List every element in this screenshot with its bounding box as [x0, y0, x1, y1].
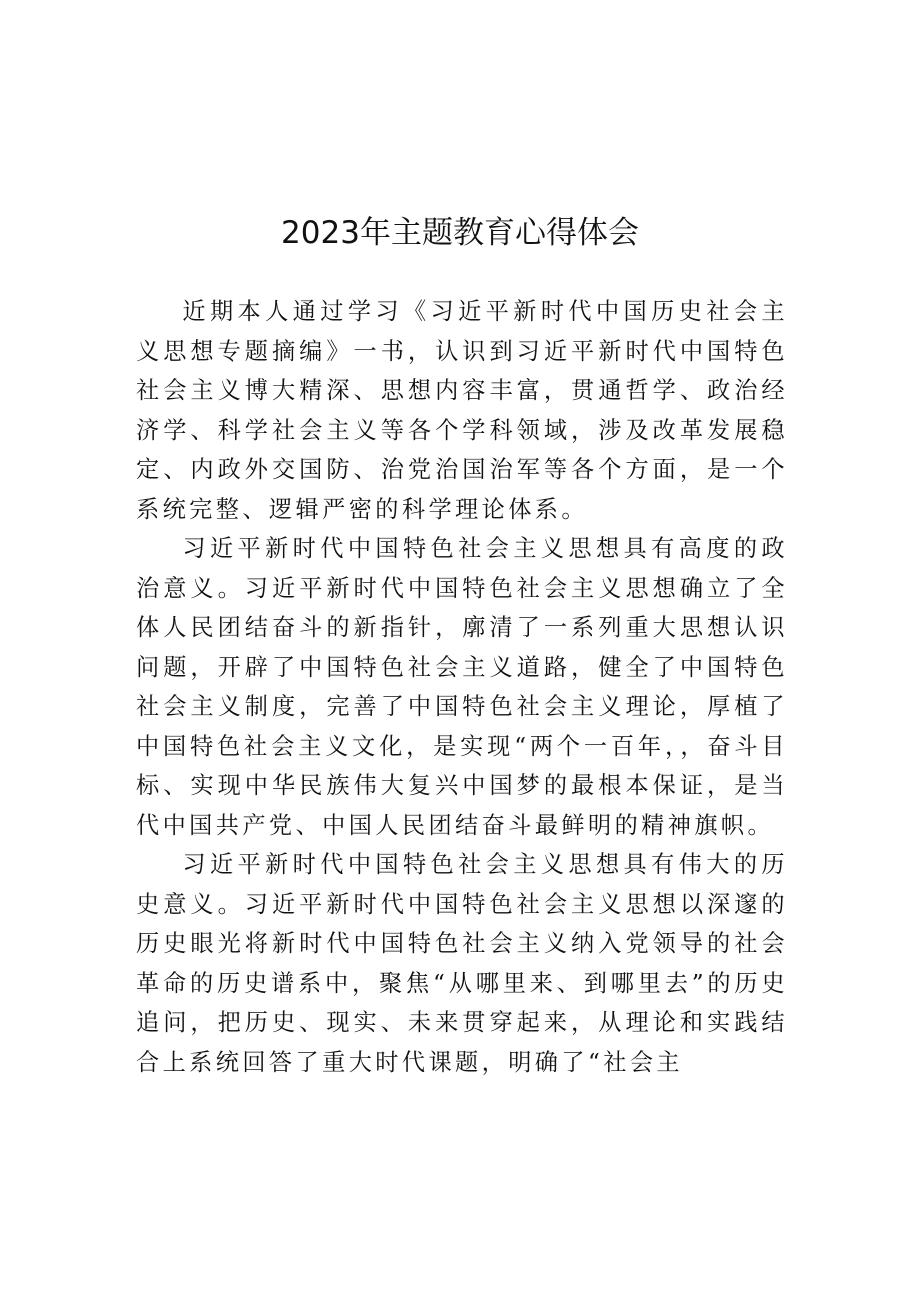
- document-title: 2023年主题教育心得体会: [281, 215, 639, 251]
- paragraph-3: 习近平新时代中国特色社会主义思想具有伟大的历史意义。习近平新时代中国特色社会主义思想以深邃的历史眼光将新时代中国特色社会主义纳入党领导的社会革命的历史谱系中，聚焦“从哪里来、到哪里去”的历史追问，把历史、现实、未来贯穿起来，从理论和实践结合上系统回答了重大时代课题，明确了“社会主: [136, 851, 788, 1076]
- paragraph-1: 近期本人通过学习《习近平新时代中国历史社会主义思想专题摘编》一书，认识到习近平新时代中国特色社会主义博大精深、思想内容丰富，贯通哲学、政治经济学、科学社会主义等各个学科领域，涉及改革发展稳定、内政外交国防、治党治国治军等各个方面，是一个系统完整、逻辑严密的科学理论体系。: [136, 298, 788, 523]
- document-body: [136, 292, 788, 1082]
- paragraph-2: 习近平新时代中国特色社会主义思想具有高度的政治意义。习近平新时代中国特色社会主义思想确立了全体人民团结奋斗的新指针，廓清了一系列重大思想认识问题，开辟了中国特色社会主义道路，健全了中国特色社会主义制度，完善了中国特色社会主义理论，厚植了中国特色社会主义文化，是实现“两个一百年，，奋斗目标、实现中华民族伟大复兴中国梦的最根本保证，是当代中国共产党、中国人民团结奋斗最鲜明的精神旗帜。: [136, 535, 788, 839]
